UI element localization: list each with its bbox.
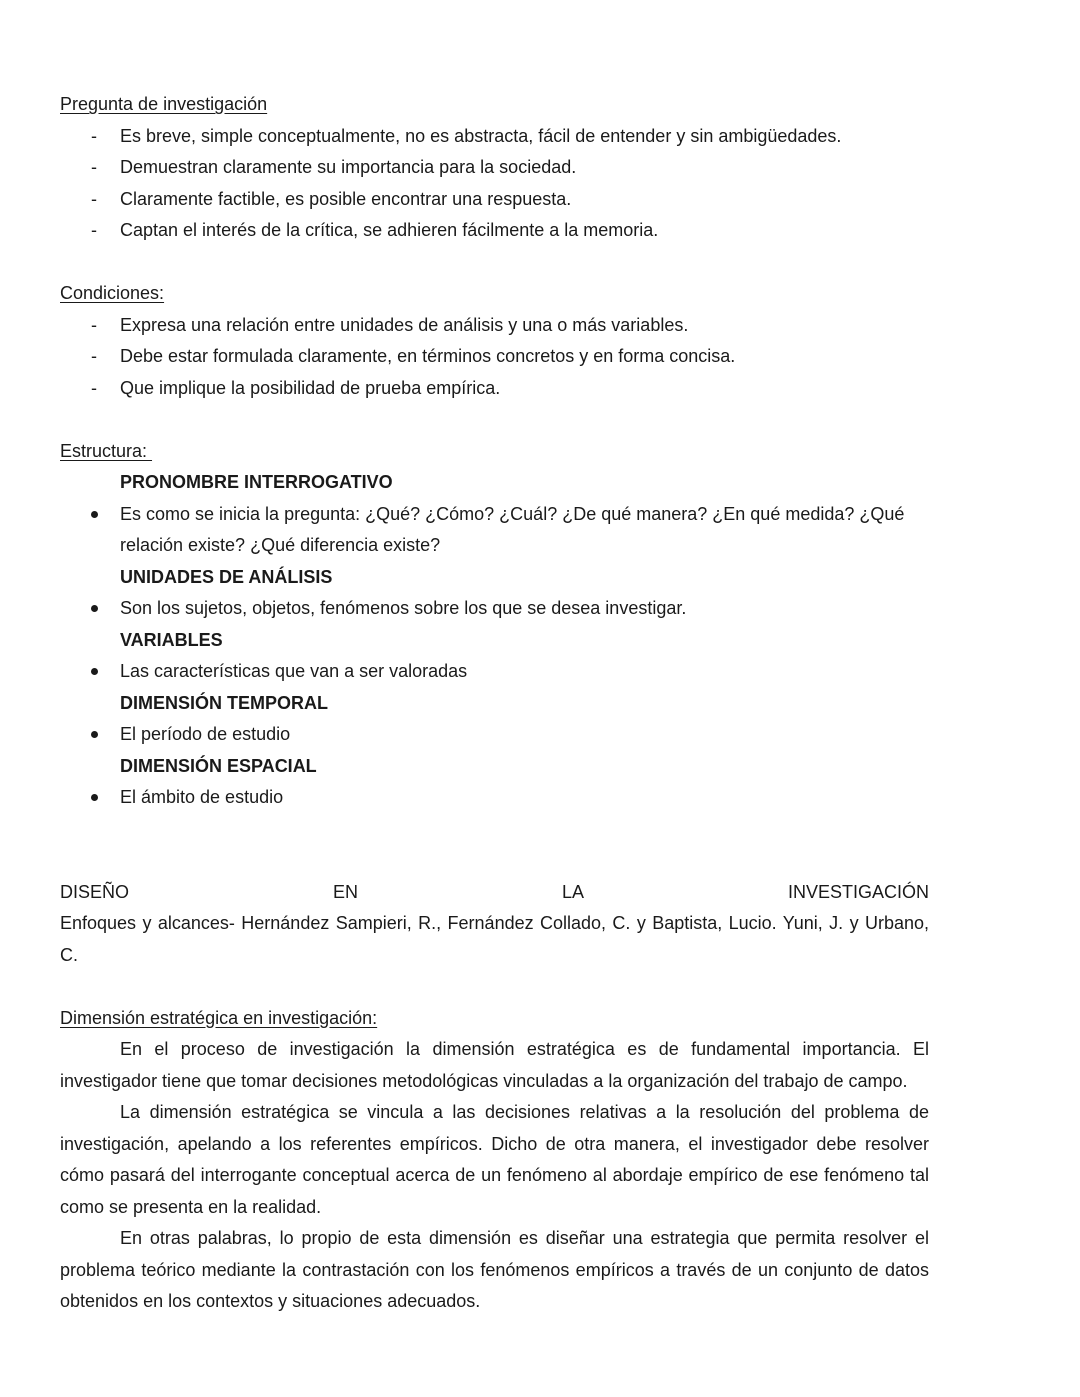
dash-bullet-icon: - — [91, 314, 97, 335]
bullet-dot-icon — [91, 794, 98, 801]
list-item — [60, 373, 929, 405]
title-word: LA — [561, 881, 584, 902]
title-word: EN — [332, 881, 358, 902]
design-title — [60, 877, 929, 909]
list-item-text: Es como se inicia la pregunta: ¿Qué? ¿Cómo? ¿Cuál? ¿De qué manera? ¿En qué medida? ¿Qué relación existe? ¿Qué diferencia existe? — [120, 503, 905, 555]
structure-subheading: UNIDADES DE ANÁLISIS — [120, 566, 333, 587]
list-item — [60, 499, 929, 562]
body-paragraph: En otras palabras, lo propio de esta dimensión es diseñar una estrategia que permita resolver el problema teórico mediante la contrastación con los fenómenos empíricos a través de un conjunto de datos obtenidos en los contextos y situaciones adecuados. — [60, 1228, 929, 1311]
body-paragraph: La dimensión estratégica se vincula a las decisiones relativas a la resolución del problema de investigación, apelando a los referentes empíricos. Dicho de otra manera, el investigador debe resolver cómo pasará del interrogante conceptual acerca de un fenómeno al abordaje empírico de ese fenómeno tal como se presenta en la realidad. — [60, 1102, 929, 1217]
section-heading-estructura: Estructura: — [60, 440, 153, 461]
dash-bullet-icon: - — [91, 346, 97, 366]
dash-bullet-icon: - — [91, 188, 97, 209]
bullet-dot-icon — [91, 731, 98, 738]
list-item-text: Que implique la posibilidad de prueba empírica. — [120, 377, 501, 398]
list-item — [60, 215, 929, 247]
dash-bullet-icon: - — [91, 377, 97, 398]
list-item — [60, 184, 929, 216]
structure-subheading: DIMENSIÓN TEMPORAL — [120, 692, 329, 713]
list-item — [60, 782, 929, 814]
list-item-text: Demuestran claramente su importancia para la sociedad. — [120, 157, 577, 177]
list-item-text: Debe estar formulada claramente, en términos concretos y en forma concisa. — [120, 346, 736, 366]
body-paragraph: En el proceso de investigación la dimensión estratégica es de fundamental importancia. El investigador tiene que tomar decisiones metodológicas vinculadas a la organización del trabajo de campo. — [60, 1039, 929, 1091]
design-subtitle: Enfoques y alcances- Hernández Sampieri, R., Fernández Collado, C. y Baptista, Lucio. Yuni, J. y Urbano, C. — [60, 913, 929, 965]
list-item-text: Expresa una relación entre unidades de análisis y una o más variables. — [120, 314, 689, 335]
list-item-text: El ámbito de estudio — [120, 787, 284, 807]
structure-subheading: DIMENSIÓN ESPACIAL — [120, 755, 317, 776]
title-word: DISEÑO — [60, 881, 130, 902]
list-item — [60, 656, 929, 688]
list-item — [60, 121, 929, 153]
list-item-text: El período de estudio — [120, 724, 291, 744]
list-item — [60, 593, 929, 625]
list-item-text: Es breve, simple conceptualmente, no es abstracta, fácil de entender y sin ambigüedades. — [120, 125, 842, 146]
list-item-text: Claramente factible, es posible encontrar una respuesta. — [120, 188, 572, 209]
list-item — [60, 341, 929, 373]
section-heading-condiciones: Condiciones: — [60, 283, 165, 303]
dash-bullet-icon: - — [91, 157, 97, 177]
bullet-dot-icon — [91, 511, 98, 518]
list-item — [60, 310, 929, 342]
title-word: INVESTIGACIÓN — [787, 881, 929, 902]
list-item-text: Son los sujetos, objetos, fenómenos sobre los que se desea investigar. — [120, 598, 687, 618]
bullet-dot-icon — [91, 605, 98, 612]
structure-subheading: VARIABLES — [120, 629, 223, 650]
dash-bullet-icon: - — [91, 220, 97, 240]
section-heading-dimension: Dimensión estratégica en investigación: — [60, 1007, 378, 1028]
list-item-text: Las características que van a ser valoradas — [120, 661, 468, 681]
document-page — [60, 89, 929, 1318]
dash-bullet-icon: - — [91, 125, 97, 146]
list-item — [60, 719, 929, 751]
section-heading-pregunta: Pregunta de investigación — [60, 94, 268, 114]
list-item — [60, 152, 929, 184]
bullet-dot-icon — [91, 668, 98, 675]
list-item-text: Captan el interés de la crítica, se adhieren fácilmente a la memoria. — [120, 220, 659, 240]
structure-subheading: PRONOMBRE INTERROGATIVO — [120, 472, 393, 492]
